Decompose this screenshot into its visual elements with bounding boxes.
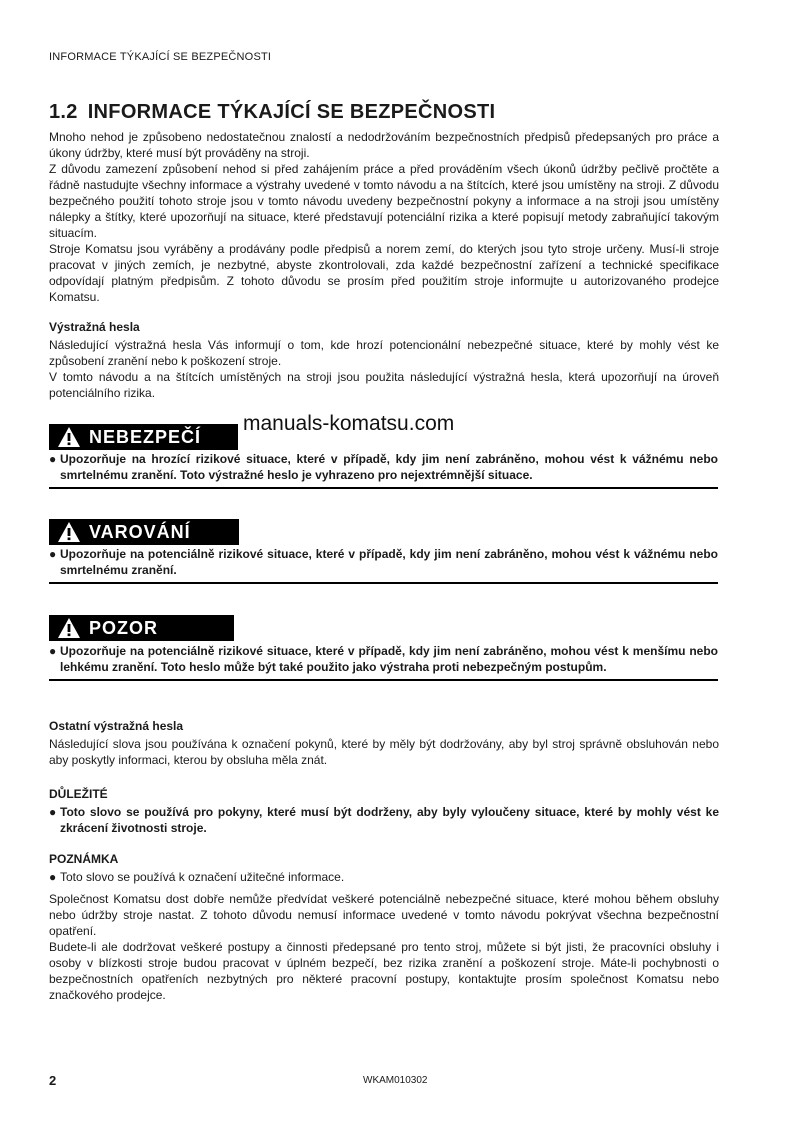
caution-label-text: POZOR (89, 617, 159, 638)
warning-text-block (49, 546, 718, 584)
warning-triangle-icon (57, 521, 81, 543)
bullet-icon: ● (49, 547, 57, 561)
warning-text: Upozorňuje na potenciálně rizikové situace, které v případě, kdy jim není zabráněno, mohou vést k vážnému nebo smrtelnému zranění. (60, 547, 718, 577)
note-text: Toto slovo se používá k označení užitečné informace. (60, 870, 345, 884)
caution-label (49, 615, 234, 641)
note-heading: POZNÁMKA (49, 852, 119, 866)
section-title (49, 101, 495, 124)
note-block (49, 851, 719, 885)
danger-text-block (49, 451, 718, 489)
important-heading: DŮLEŽITÉ (49, 787, 108, 801)
running-header: INFORMACE TÝKAJÍCÍ SE BEZPEČNOSTI (49, 51, 272, 63)
document-code: WKAM010302 (363, 1075, 428, 1086)
section-number: 1.2 (49, 101, 78, 123)
danger-label (49, 424, 238, 450)
warning-label-text: VAROVÁNÍ (89, 521, 191, 542)
warning-label (49, 519, 239, 545)
closing-paragraph-2: Budete-li ale dodržovat veškeré postupy a činnosti předepsané pro tento stroj, můžete si být jisti, že pracovníci obsluhy i osoby v blízkosti stroje budou pracovat v úplném bezpečí, bez rizika zranění a poškození stroje. Máte-li pochybnosti o bezpečnostních opatřeních nezbytných pro některé pracovní postupy, kontaktujte prosím společnost Komatsu nebo značkového prodejce. (49, 940, 719, 1002)
warning-triangle-icon (57, 426, 81, 448)
watermark: manuals-komatsu.com (243, 412, 455, 435)
signal-words-paragraph-2: V tomto návodu a na štítcích umístěných na stroji jsou použita následující výstražná hesla, která upozorňují na úroveň potenciálního rizika. (49, 370, 719, 400)
intro-block (49, 129, 719, 305)
other-signals-block (49, 718, 719, 768)
danger-text: Upozorňuje na hrozící rizikové situace, které v případě, kdy jim není zabráněno, mohou vést k vážnému nebo smrtelnému zranění. Toto výstražné heslo je vyhrazeno pro nejextrémnější situace. (60, 452, 718, 482)
intro-paragraph-2: Z důvodu zamezení způsobení nehod si před zahájením práce a před prováděním všech úkonů údržby pečlivě pročtěte a řádně nastudujte všechny informace a výstrahy uvedené v tomto návodu a na štítcích, které jsou umístěny na stroji. Z důvodu bezpečného použití tohoto stroje jsou v tomto návodu uvedeny bezpečnostní pokyny a informace a na stroji jsou umístěny nálepky a štítky, které upozorňují na situace, které představují potenciální rizika a které popisují metody zabraňující takovým situacím. (49, 162, 719, 240)
intro-paragraph-3: Stroje Komatsu jsou vyráběny a prodávány podle předpisů a norem zemí, do kterých jsou tyto stroje určeny. Musí-li stroje pracovat v jiných zemích, je nezbytné, abyste zkontrolovali, zda každé bezpečnostní zařízení a technické specifikace odpovídají platným předpisům. Z tohoto důvodu se prosím před použitím stroje informujte u autorizovaného prodejce Komatsu. (49, 242, 719, 304)
section-title-text: INFORMACE TÝKAJÍCÍ SE BEZPEČNOSTI (87, 101, 496, 123)
page-number: 2 (49, 1073, 57, 1088)
caution-text: Upozorňuje na potenciálně rizikové situace, které v případě, kdy jim není zabráněno, mohou vést k menšímu nebo lehkému zranění. Toto heslo může být také použito jako výstraha proti nebezpečným postupům. (60, 644, 718, 674)
signal-words-heading: Výstražná hesla (49, 320, 140, 334)
danger-label-text: NEBEZPEČÍ (89, 426, 202, 447)
signal-words-paragraph-1: Následující výstražná hesla Vás informují o tom, kde hrozí potencionální nebezpečné situace, které by mohly vést ke způsobení zranění nebo k poškození stroje. (49, 338, 719, 368)
caution-text-block (49, 643, 718, 681)
closing-paragraph-1: Společnost Komatsu dost dobře nemůže předvídat veškeré potenciálně nebezpečné situace, které mohou během obsluhy nebo údržby stroje nastat. Z tohoto důvodu nemusí informace uvedené v tomto návodu pokrývat všechna bezpečnostní opatření. (49, 892, 719, 938)
signal-words-block (49, 319, 719, 401)
closing-block (49, 891, 719, 1003)
other-signals-heading: Ostatní výstražná hesla (49, 719, 184, 733)
intro-paragraph-1: Mnoho nehod je způsobeno nedostatečnou znalostí a nedodržováním bezpečnostních předpisů předepsaných pro práce a úkony údržby, které musí být prováděny na stroji. (49, 130, 719, 160)
bullet-icon: ● (49, 870, 57, 884)
other-signals-paragraph: Následující slova jsou používána k označení pokynů, které by měly být dodržovány, aby byl stroj správně obsluhován nebo aby poskytly informaci, kterou by obsluha měla znát. (49, 737, 719, 767)
bullet-icon: ● (49, 644, 57, 658)
bullet-icon: ● (49, 805, 57, 819)
important-text: Toto slovo se používá pro pokyny, které musí být dodrženy, aby byly vyloučeny situace, které by mohly vést ke zkrácení životnosti stroje. (60, 805, 719, 835)
bullet-icon: ● (49, 452, 57, 466)
warning-triangle-icon (57, 617, 81, 639)
important-block (49, 786, 719, 836)
